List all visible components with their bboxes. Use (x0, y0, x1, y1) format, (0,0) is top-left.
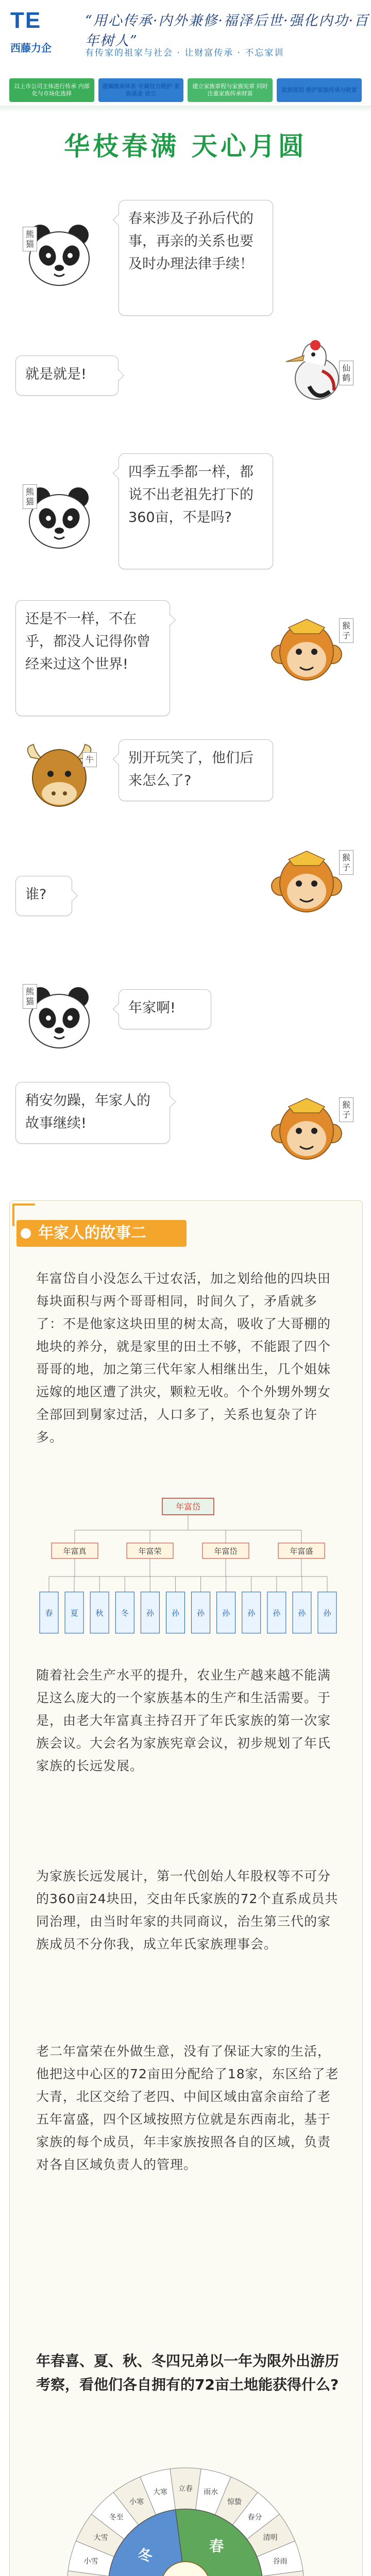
tree-node-gen2: 孙 (222, 1608, 230, 1618)
tree-node-gen2: 孙 (197, 1608, 205, 1618)
tree-node-gen1: 年富盛 (290, 1547, 313, 1556)
wheel-term-label: 冬至 (109, 2513, 124, 2522)
wheel-term-label: 立春 (178, 2485, 193, 2493)
speaker-tag-panda: 熊猫 (23, 484, 37, 509)
dialogue-bubble-8: 稍安勿躁，年家人的故事继续! (15, 1082, 170, 1144)
tree-node-gen1: 年富荣 (138, 1547, 162, 1556)
speaker-tag-ox: 牛 (82, 752, 97, 767)
speaker-tag-monkey: 猴子 (339, 850, 353, 875)
ox-icon (21, 737, 98, 814)
header-tabs (9, 78, 362, 102)
speaker-tag-crane: 仙鹤 (339, 361, 353, 385)
dialogue-bubble-7: 年家啊! (119, 989, 211, 1029)
dialogue-bubble-5: 别开玩笑了，他们后来怎么了? (119, 739, 273, 801)
story-paragraph-2: 随着社会生产水平的提升，农业生产越来越不能满足这么庞大的一个家族基本的生产和生活需要。于是，由老大年富真主持召开了年氏家族的第一次家族会议。大会名为家族宪章会议，初步规划了年氏家族的长远发展。 (36, 1668, 331, 1773)
logo-letters: TE (10, 8, 42, 33)
tree-node-gen2: 孙 (298, 1608, 306, 1618)
story-paragraph-1: 年富岱自小没怎么干过农活，加之划给他的四块田每块面积与两个哥哥相同，时间久了，矛盾就多了：不是他家这块田里的树太高，吸收了大哥棚的地块的养分，就是家里的田土不够，不能跟了四个哥哥的地，加之第三代年家人相继出生，几个姐妹远嫁的地区遭了洪灾，颗粒无收。个个外甥外甥女全部回到舅家过活，人口多了，关系也复杂了许多。 (36, 1271, 331, 1445)
wheel-term-label: 惊蛰 (227, 2498, 242, 2506)
tree-node-gen2: 秋 (95, 1608, 104, 1618)
wheel-season-label: 冬 (138, 2547, 153, 2564)
tree-node-gen1: 年富真 (63, 1547, 87, 1556)
wheel-term-label: 清明 (263, 2534, 278, 2542)
speaker-tag-monkey: 猴子 (339, 1097, 353, 1122)
tree-node-gen2: 孙 (171, 1608, 179, 1618)
tree-node-gen2: 孙 (273, 1608, 281, 1618)
page-title: 华枝春满 天心月圆 (64, 131, 307, 161)
solar-terms-wheel (62, 2463, 309, 2576)
family-tree-svg (36, 1494, 340, 1649)
logo-brand-name: 西藤力企 (10, 42, 52, 54)
story-paragraph-3: 为家族长远发展计，第一代创始人年股权等不可分的360亩24块田，交由年氏家族的72个直系成员共同治理，由当时年家的共同商议，治生第三代的家族成员不分你我，成立年氏家族理事会。 (36, 1869, 339, 1952)
tree-node-gen2: 冬 (121, 1608, 129, 1618)
speaker-tag-panda: 熊猫 (23, 227, 37, 251)
tree-node-gen1: 年富岱 (214, 1547, 238, 1556)
wheel-term-label: 大寒 (153, 2488, 167, 2497)
dialogue-bubble-2: 就是就是! (15, 355, 119, 396)
header-tab-4[interactable]: 家族规划 维护家族传承与财富 (277, 78, 362, 102)
monkey-icon (268, 845, 345, 922)
section-heading: 年家人的故事二 (16, 1220, 187, 1247)
story-question: 年春喜、夏、秋、冬四兄弟以一年为限外出游历考察，看他们各自拥有的72亩土地能获得什么? (36, 2352, 340, 2393)
monkey-icon (268, 613, 345, 690)
header-tab-1[interactable]: 以上市公司主体进行传承 内部化与市场化选择 (9, 78, 94, 102)
dialogue-bubble-4: 还是不一样，不在乎，都没人记得你曾经来过这个世界! (15, 600, 170, 716)
heading-bullet-icon (21, 1228, 31, 1239)
header-tab-2[interactable]: 遗嘱继承体系 专属权力维护 家族基金 设立 (98, 78, 183, 102)
solar-terms-wheel-svg (62, 2463, 309, 2576)
wheel-term-label: 大雪 (93, 2534, 108, 2542)
dialogue-bubble-3: 四季五季都一样，都说不出老祖先打下的360亩，不是吗? (119, 453, 273, 569)
brand-logo[interactable] (10, 8, 80, 67)
dialogue-bubble-6: 谁? (15, 876, 72, 916)
wheel-term-label: 小雪 (83, 2557, 98, 2566)
story-paragraph-4: 老二年富荣在外做生意，没有了保证大家的生活，他把这中心区的72亩田分配给了18家，东区给了老大青，北区交给了老四、中间区域由富余亩给了老五年富盛，四个区域按照方位就是东西南北，基于家族的每个成员，年丰家族按照各自的区域，负责对各自区域负责人的管理。 (36, 2044, 339, 2172)
family-tree-diagram (36, 1494, 340, 1649)
wheel-term-label: 雨水 (204, 2488, 218, 2497)
tree-node-gen2: 孙 (146, 1608, 154, 1618)
monkey-avatar (268, 845, 345, 922)
header-divider (0, 106, 371, 113)
header-slogan: “用心传承·内外兼修·福泽后世·强化内功·百年树人” (85, 13, 369, 49)
tree-node-gen2: 夏 (70, 1608, 78, 1618)
header-subtitle: 有传家的祖家与社会 · 让财富传承 · 不忘家训 (85, 48, 284, 58)
monkey-icon (268, 1092, 345, 1170)
monkey-avatar (268, 613, 345, 690)
speaker-tag-monkey: 猴子 (339, 618, 353, 643)
monkey-avatar (268, 1092, 345, 1170)
tree-root: 年富岱 (175, 1502, 201, 1512)
tree-node-gen2: 孙 (247, 1608, 256, 1618)
dialogue-bubble-1: 春来涉及子孙后代的事，再亲的关系也要及时办理法律手续！ (119, 200, 273, 316)
tree-node-gen2: 孙 (323, 1608, 331, 1618)
speaker-tag-panda: 熊猫 (23, 984, 37, 1009)
wheel-term-label: 春分 (247, 2513, 262, 2522)
header-tab-3[interactable]: 建立家族章程与家族宪章 同时注重家族传承财富 (188, 78, 273, 102)
wheel-term-label: 谷雨 (273, 2557, 288, 2566)
wheel-term-label: 小寒 (129, 2498, 144, 2506)
tree-node-gen2: 春 (45, 1608, 53, 1618)
wheel-season-label: 春 (209, 2537, 224, 2555)
ox-avatar (21, 737, 98, 814)
